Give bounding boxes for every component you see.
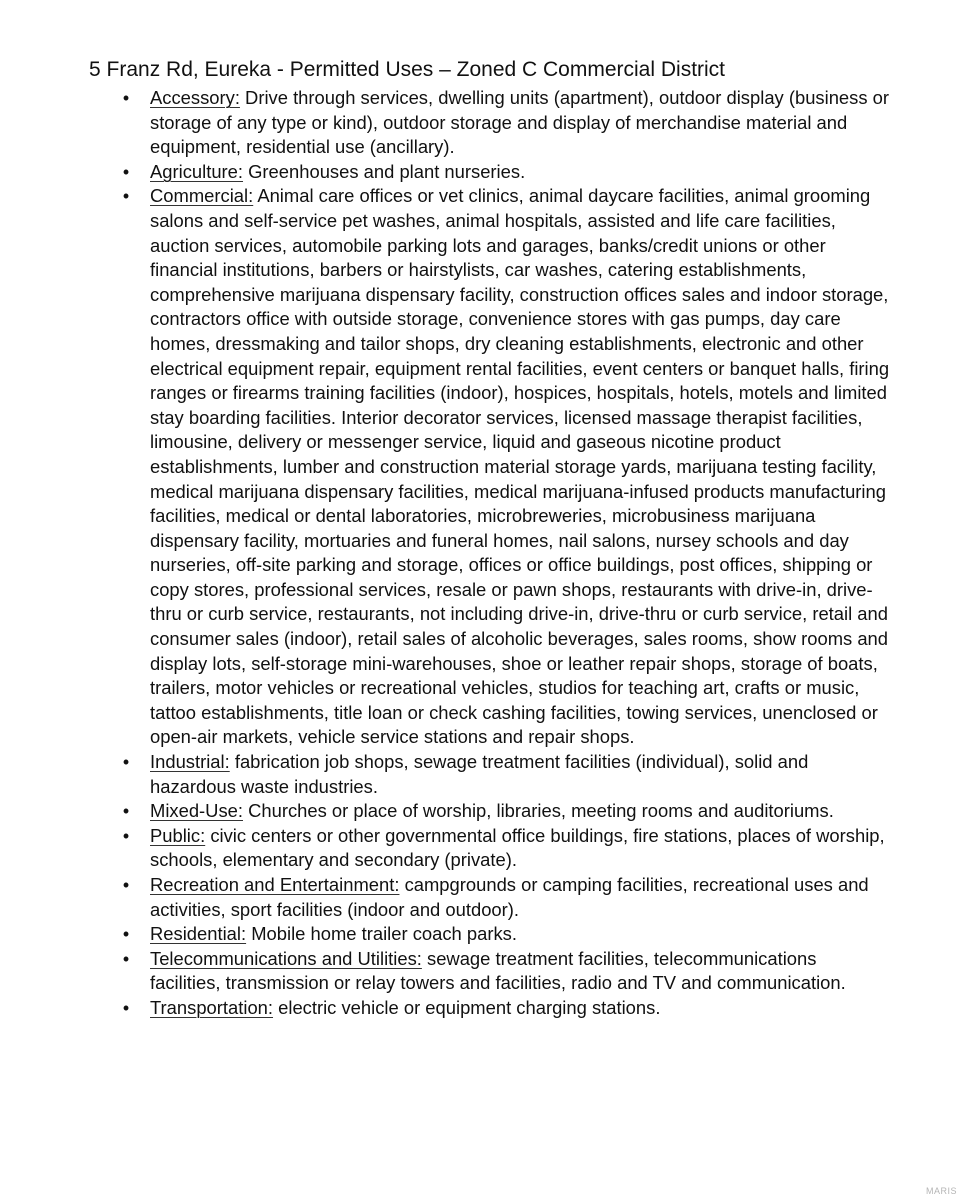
list-item-agriculture — [122, 160, 890, 185]
category-description: fabrication job shops, sewage treatment facilities (individual), solid and hazardous waste industries. — [150, 751, 809, 797]
category-label: Telecommunications and Utilities: — [150, 947, 422, 969]
category-label: Agriculture: — [150, 160, 244, 182]
category-label: Transportation: — [150, 996, 274, 1018]
permitted-uses-list — [122, 86, 890, 1021]
document-title: 5 Franz Rd, Eureka - Permitted Uses – Zoned C Commercial District — [89, 58, 726, 81]
list-item-transportation — [122, 996, 890, 1021]
list-item-commercial — [122, 184, 890, 750]
category-description: civic centers or other governmental office buildings, fire stations, places of worship, schools, elementary and secondary (private). — [150, 824, 885, 871]
watermark-text: MARIS — [925, 1186, 957, 1196]
list-item-residential — [122, 922, 890, 947]
category-description: Drive through services, dwelling units (apartment), outdoor display (business or storage of any type or kind), outdoor storage and display of merchandise material and equipment, residential use (ancillary). — [150, 87, 890, 158]
category-label: Residential: — [150, 923, 247, 945]
bullet-icon: • — [122, 948, 130, 969]
bullet-icon: • — [122, 752, 130, 773]
category-label: Recreation and Entertainment: — [150, 874, 400, 895]
bullet-icon: • — [122, 186, 130, 207]
category-description: Animal care offices or vet clinics, animal daycare facilities, animal grooming salons and self-service pet washes, animal hospitals, assisted and life care facilities, auction services, automobile parking lots and garages, banks/credit unions or other financial institutions, barbers or hairstylists, car washes, catering establishments, comprehensive marijuana dispensary facility, construction offices sales and indoor storage, contractors office with outside storage, convenience stores with gas pumps, day care homes, dressmaking and tailor shops, dry cleaning establishments, electronic and other electrical equipment repair, equipment rental facilities, event centers or banquet halls, firing ranges or firearms training facilities (indoor), hospices, hospitals, hotels, motels and limited stay boarding facilities. Interior decorator services, licensed massage therapist facilities, limousine, delivery or messenger service, liquid and gaseous nicotine product establishments, lumber and construction material storage yards, marijuana testing facility, medical marijuana dispensary facilities, medical marijuana-infused products manufacturing facilities, medical or dental laboratories, microbreweries, microbusiness marijuana dispensary facility, mortuaries and funeral homes, nail salons, nursey schools and day nurseries, off-site parking and storage, offices or office buildings, post offices, shipping or copy stores, professional services, resale or pawn shops, restaurants with drive-in, drive-thru or curb service, restaurants, not including drive-in, drive-thru or curb service, retail and consumer sales (indoor), retail sales of alcoholic beverages, sales rooms, show rooms and display lots, self-storage mini-warehouses, shoe or leather repair shops, storage of boats, trailers, motor vehicles or recreational vehicles, studios for teaching art, crafts or music, tattoo establishments, title loan or check cashing facilities, towing services, unenclosed or open-air markets, vehicle service stations and repair shops. — [150, 185, 890, 748]
category-label: Commercial: — [150, 185, 254, 207]
list-item-public — [122, 824, 890, 873]
bullet-icon: • — [122, 88, 130, 108]
category-label: Public: — [150, 824, 206, 846]
category-label: Accessory: — [150, 87, 240, 108]
category-description: Greenhouses and plant nurseries. — [243, 160, 526, 182]
bullet-icon: • — [122, 801, 130, 822]
category-label: Industrial: — [150, 751, 230, 773]
bullet-icon: • — [122, 161, 130, 182]
list-item-recreation-entertainment — [122, 873, 890, 922]
list-item-telecommunications-utilities — [122, 947, 890, 996]
category-description: Churches or place of worship, libraries, meeting rooms and auditoriums. — [243, 800, 834, 822]
bullet-icon: • — [122, 997, 130, 1018]
bullet-icon: • — [122, 875, 130, 895]
category-description: Mobile home trailer coach parks. — [246, 923, 517, 945]
bullet-icon: • — [122, 924, 130, 945]
list-item-industrial — [122, 750, 890, 799]
category-description: electric vehicle or equipment charging stations. — [273, 996, 661, 1018]
category-description: sewage treatment facilities, telecommunications facilities, transmission or relay towers and facilities, radio and TV and communication. — [150, 947, 846, 994]
category-label: Mixed-Use: — [150, 800, 243, 822]
list-item-accessory — [122, 86, 890, 160]
category-description: campgrounds or camping facilities, recreational uses and activities, sport facilities (indoor and outdoor). — [150, 874, 869, 920]
bullet-icon: • — [122, 825, 130, 846]
list-item-mixed-use — [122, 799, 890, 824]
